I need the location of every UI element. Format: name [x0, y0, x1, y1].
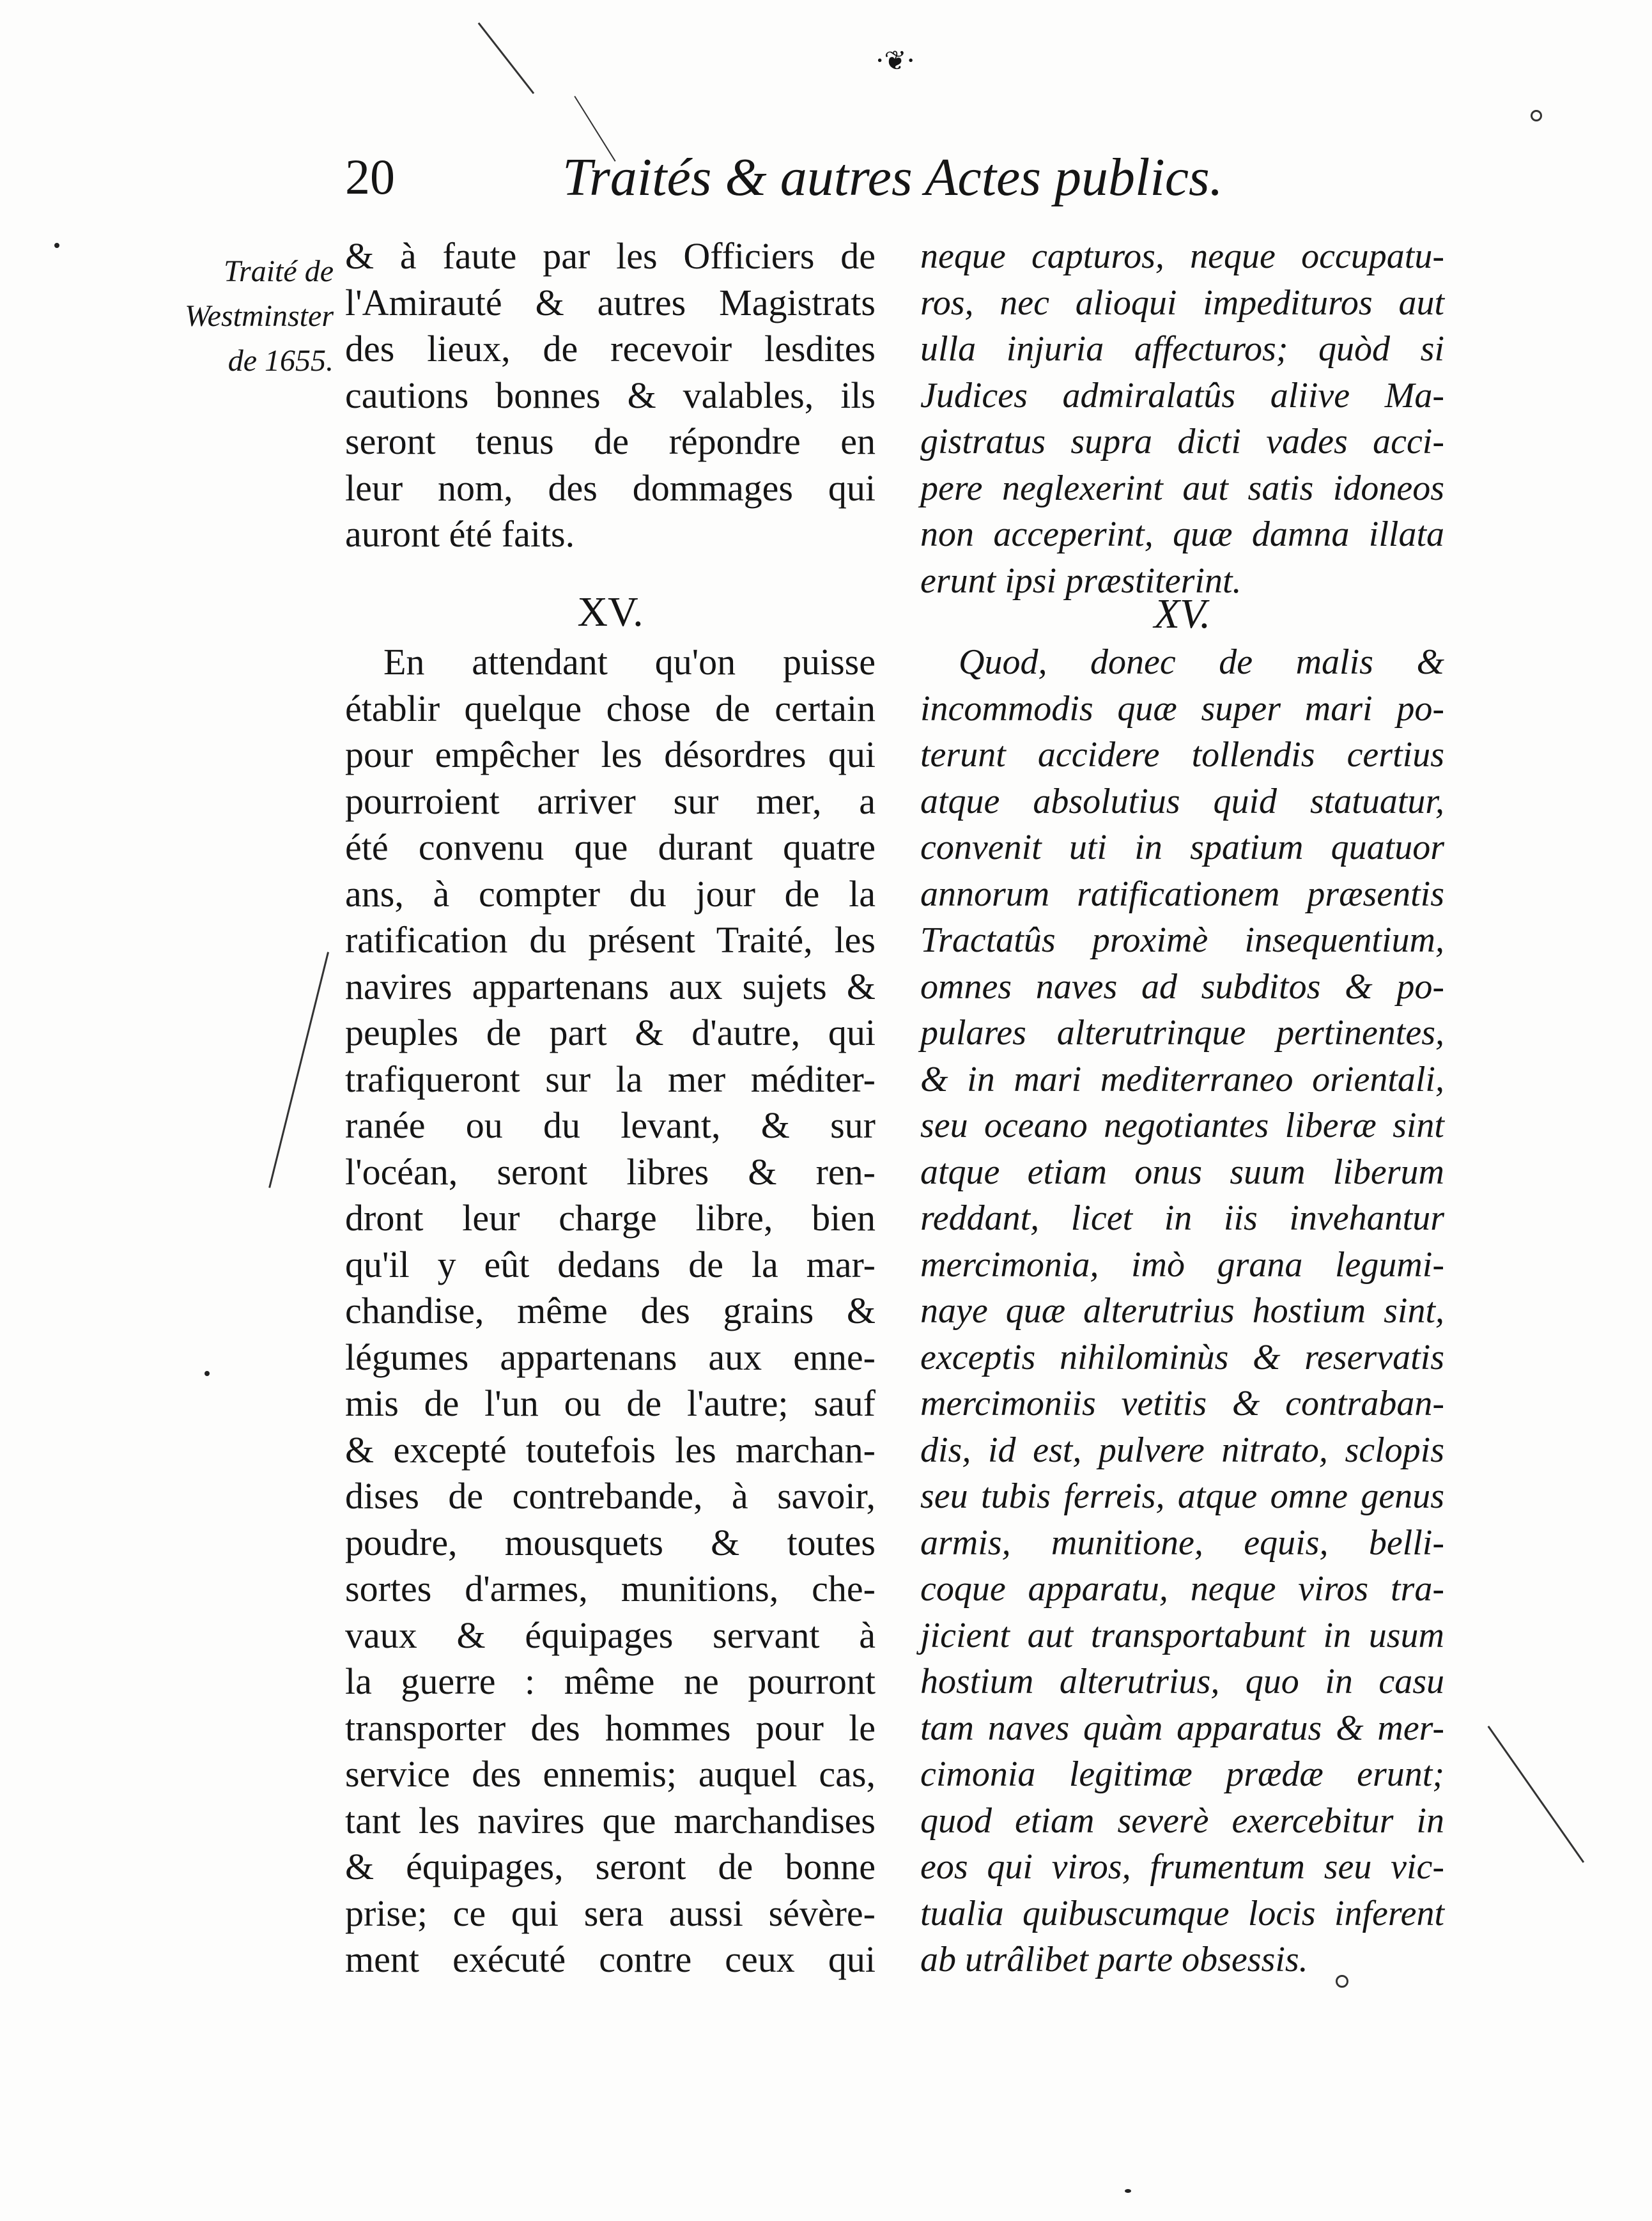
french-line: auront été faits.: [345, 513, 575, 555]
latin-line: eos qui viros, frumentum seu vic-: [920, 1847, 1444, 1887]
latin-line: neque capturos, neque occupatu-: [920, 236, 1444, 276]
latin-line: tam naves quàm apparatus & mer-: [920, 1708, 1444, 1748]
french-line: tant les navires que marchandises: [345, 1799, 876, 1841]
french-line: dront leur charge libre, bien: [345, 1197, 876, 1239]
french-section: [345, 639, 876, 1983]
running-title: Traités & autres Actes publics.: [562, 148, 1223, 207]
french-line: qu'il y eût dedans de la mar-: [345, 1243, 876, 1285]
latin-line: jicient aut transportabunt in usum: [920, 1615, 1444, 1655]
margin-note-line: de 1655.: [228, 344, 334, 378]
french-article-heading: XV.: [577, 589, 644, 635]
page-number: 20: [345, 149, 395, 205]
latin-line: pere neglexerint aut satis idoneos: [920, 468, 1444, 508]
french-line: & équipages, seront de bonne: [345, 1846, 876, 1887]
scan-speck: [1336, 1975, 1348, 1988]
scan-speck: [1125, 2189, 1131, 2193]
latin-line: ulla injuria affecturos; quòd si: [920, 329, 1444, 369]
margin-note-line: Traité de: [223, 254, 334, 288]
latin-line: ab utrâlibet parte obsessis.: [920, 1940, 1308, 1979]
latin-line: quod etiam severè exercebitur in: [920, 1800, 1444, 1841]
french-line: En attendant qu'on puisse: [383, 641, 876, 683]
french-line: ratification du présent Traité, les: [345, 919, 876, 961]
latin-line: Quod, donec de malis &: [959, 642, 1444, 682]
scan-speck: [1531, 110, 1542, 121]
scan-scratch: [1488, 1726, 1585, 1863]
margin-note: [148, 249, 334, 383]
french-line: chandise, même des grains &: [345, 1290, 876, 1331]
latin-line: dis, id est, pulvere nitrato, sclopis: [920, 1430, 1444, 1470]
printer-ornament: ·❦·: [876, 45, 915, 76]
latin-line: atque absolutius quid statuatur,: [920, 781, 1444, 821]
french-line: poudre, mousquets & toutes: [345, 1521, 876, 1563]
latin-line: mercimonia, imò grana legumi-: [920, 1244, 1444, 1285]
latin-line: convenit uti in spatium quatuor: [920, 828, 1444, 867]
french-line: ment exécuté contre ceux qui: [345, 1939, 876, 1980]
french-line: seront tenus de répondre en: [345, 421, 876, 462]
french-line: service des ennemis; auquel cas,: [345, 1753, 876, 1795]
latin-line: omnes naves ad subditos & po-: [920, 966, 1444, 1007]
latin-line: incommodis quæ super mari po-: [920, 688, 1444, 729]
latin-line: naye quæ alterutrius hostium sint,: [920, 1291, 1444, 1331]
latin-line: reddant, licet in iis invehantur: [920, 1198, 1444, 1238]
french-line: l'océan, seront libres & ren-: [345, 1150, 876, 1193]
french-line: & à faute par les Officiers de: [345, 235, 876, 277]
latin-line: ros, nec alioqui impedituros aut: [920, 282, 1444, 323]
latin-line: Tractatûs proximè insequentium,: [920, 920, 1444, 960]
scan-scratch: [478, 22, 535, 94]
latin-line: seu oceano negotiantes liberæ sint: [920, 1106, 1444, 1145]
french-line: établir quelque chose de certain: [345, 687, 876, 729]
latin-line: cimonia legitimæ prædæ erunt;: [920, 1754, 1444, 1794]
latin-line: pulares alterutrinque pertinentes,: [920, 1013, 1444, 1053]
french-line: & excepté toutefois les marchan-: [345, 1428, 876, 1471]
latin-line: Judices admiralatûs aliive Ma-: [920, 375, 1444, 415]
french-line: ans, à compter du jour de la: [345, 872, 876, 915]
french-line: pourroient arriver sur mer, a: [345, 780, 876, 822]
french-line: leur nom, des dommages qui: [345, 467, 876, 509]
latin-intro: [920, 233, 1444, 604]
latin-line: exceptis nihilominùs & reservatis: [920, 1337, 1444, 1377]
french-line: l'Amirauté & autres Magistrats: [345, 281, 876, 323]
latin-line: armis, munitione, equis, belli-: [920, 1522, 1444, 1563]
french-line: ranée ou du levant, & sur: [345, 1104, 876, 1146]
french-intro: [345, 233, 876, 558]
french-line: navires appartenans aux sujets &: [345, 965, 876, 1007]
french-line: cautions bonnes & valables, ils: [345, 374, 876, 416]
french-line: dises de contrebande, à savoir,: [345, 1475, 876, 1517]
latin-line: coque apparatu, neque viros tra-: [920, 1569, 1444, 1609]
french-line: sortes d'armes, munitions, che-: [345, 1568, 876, 1609]
latin-line: seu tubis ferreis, atque omne genus: [920, 1476, 1444, 1516]
margin-note-line: Westminster: [185, 299, 334, 333]
french-line: prise; ce qui sera aussi sévère-: [345, 1892, 876, 1934]
latin-line: gistratus supra dicti vades acci-: [920, 422, 1444, 461]
latin-article-heading: XV.: [1154, 591, 1211, 637]
latin-line: hostium alterutrius, quo in casu: [920, 1662, 1444, 1701]
french-line: légumes appartenans aux enne-: [345, 1336, 876, 1378]
latin-line: mercimoniis vetitis & contraban-: [920, 1384, 1444, 1423]
scan-scratch: [268, 952, 329, 1188]
french-line: peuples de part & d'autre, qui: [345, 1012, 876, 1053]
french-line: trafiqueront sur la mer méditer-: [345, 1058, 876, 1100]
french-line: été convenu que durant quatre: [345, 826, 876, 868]
french-line: pour empêcher les désordres qui: [345, 734, 876, 775]
french-line: mis de l'un ou de l'autre; sauf: [345, 1382, 876, 1424]
latin-section: [920, 639, 1444, 1983]
scan-speck: [54, 243, 59, 248]
latin-line: tualia quibuscumque locis inferent: [920, 1893, 1444, 1933]
french-line: des lieux, de recevoir lesdites: [345, 328, 876, 369]
latin-line: atque etiam onus suum liberum: [920, 1152, 1444, 1192]
french-line: transporter des hommes pour le: [345, 1706, 876, 1749]
latin-line: erunt ipsi præstiterint.: [920, 561, 1242, 601]
latin-line: & in mari mediterraneo orientali,: [920, 1059, 1444, 1099]
latin-line: annorum ratificationem præsentis: [920, 874, 1444, 914]
latin-line: non acceperint, quæ damna illata: [920, 515, 1444, 554]
french-line: la guerre : même ne pourront: [345, 1660, 876, 1702]
french-line: vaux & équipages servant à: [345, 1614, 876, 1656]
scan-speck: [205, 1371, 210, 1376]
latin-line: terunt accidere tollendis certius: [920, 735, 1444, 775]
